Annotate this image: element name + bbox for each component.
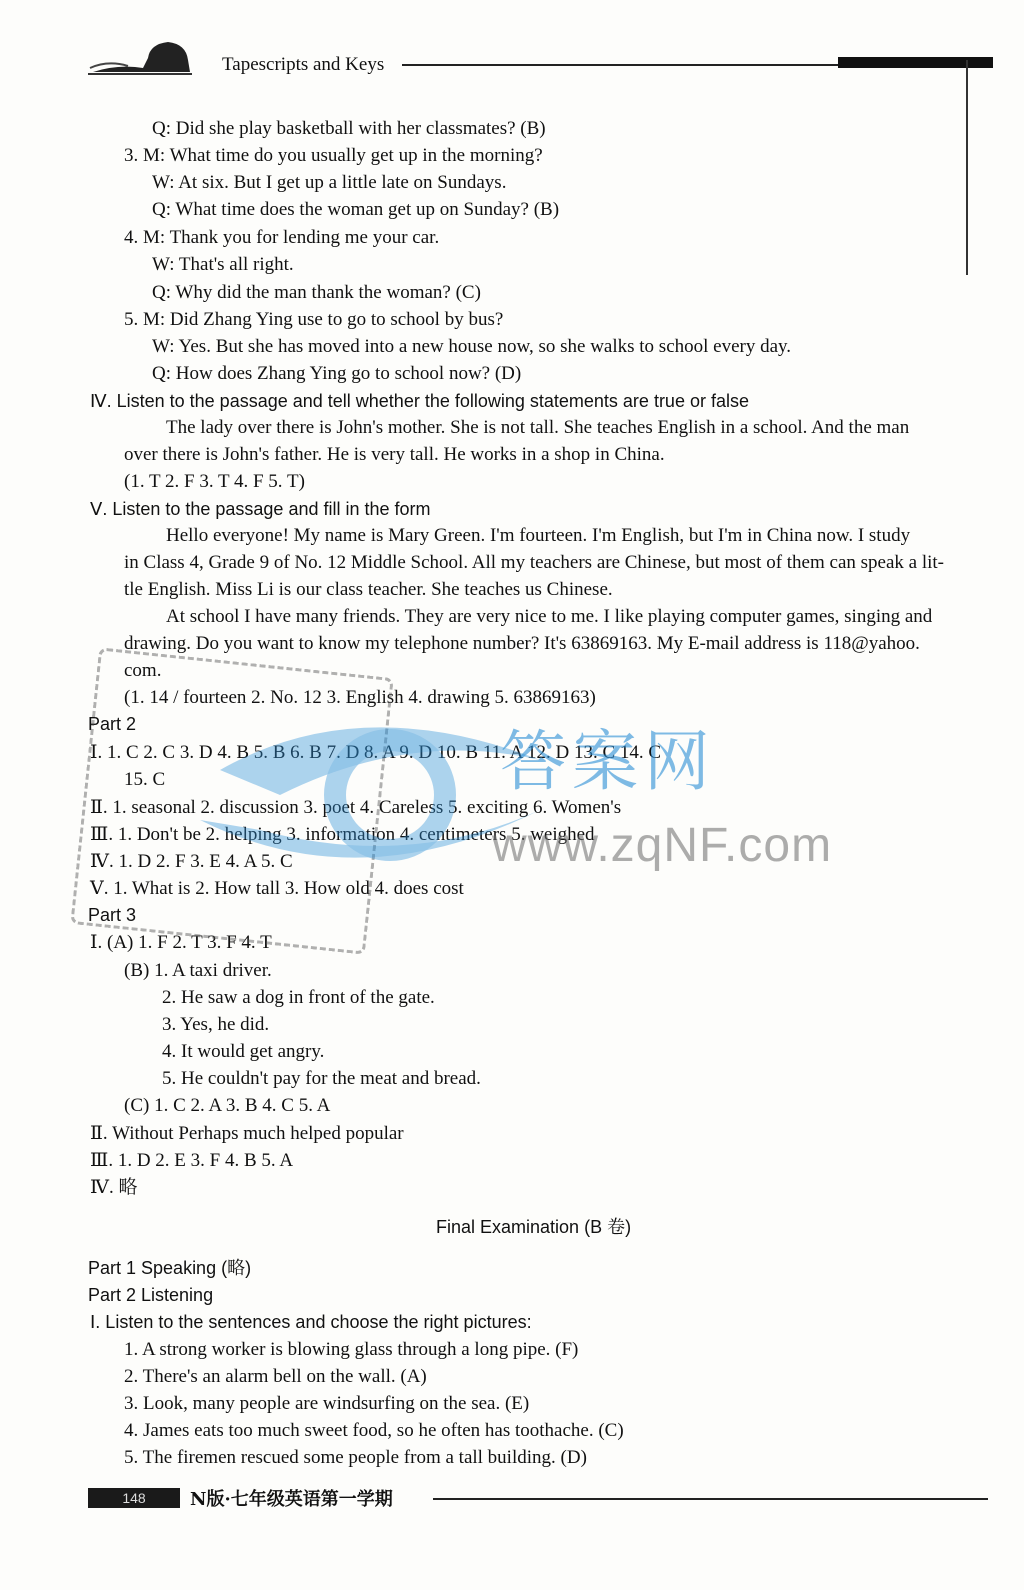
text-line: Hello everyone! My name is Mary Green. I'm fourteen. I'm English, but I'm in China now. I study (166, 525, 911, 546)
text-line: Part 2 Listening (88, 1285, 214, 1305)
text-line: (1. 14 / fourteen 2. No. 12 3. English 4. drawing 5. 63869163) (124, 687, 596, 708)
text-line: 2. There's an alarm bell on the wall. (A) (124, 1366, 427, 1387)
text-line: 5. He couldn't pay for the meat and bread. (162, 1068, 481, 1089)
text-line: Q: How does Zhang Ying go to school now? (D) (152, 363, 522, 384)
text-line: com. (124, 660, 162, 681)
text-line: 5. The firemen rescued some people from a tall building. (D) (124, 1447, 587, 1468)
text-line: W: That's all right. (152, 254, 294, 275)
text-line: Ⅰ. (A) 1. F 2. T 3. F 4. T (90, 932, 272, 953)
text-line: over there is John's father. He is very tall. He works in a shop in China. (124, 444, 665, 465)
text-line: Ⅰ. 1. C 2. C 3. D 4. B 5. B 6. B 7. D 8. A 9. D 10. B 11. A 12. D 13. C 14. C (90, 742, 662, 763)
text-line: Part 2 (88, 714, 137, 734)
text-line: Ⅱ. Without Perhaps much helped popular (90, 1123, 404, 1144)
header-title: Tapescripts and Keys (222, 54, 385, 75)
text-line: (C) 1. C 2. A 3. B 4. C 5. A (124, 1095, 331, 1116)
text-line: Ⅳ. 略 (90, 1177, 138, 1198)
text-line: Ⅳ. 1. D 2. F 3. E 4. A 5. C (90, 851, 293, 872)
text-line: (1. T 2. F 3. T 4. F 5. T) (124, 471, 305, 492)
text-line: in Class 4, Grade 9 of No. 12 Middle School. All my teachers are Chinese, but most of them can speak a lit- (124, 552, 944, 573)
watermark-url: www.zqNF.com (492, 819, 833, 872)
text-line: Ⅰ. Listen to the sentences and choose the right pictures: (90, 1312, 532, 1332)
text-line: Part 1 Speaking (略) (88, 1258, 252, 1278)
text-line: Q: Why did the man thank the woman? (C) (152, 282, 481, 303)
stamp-mark (70, 647, 393, 954)
text-line: 5. M: Did Zhang Ying use to go to school by bus? (124, 309, 504, 330)
text-line: The lady over there is John's mother. She is not tall. She teaches English in a school. And the man (166, 417, 910, 438)
footer-rule (433, 1498, 988, 1500)
text-line: Ⅳ. Listen to the passage and tell whether the following statements are true or false (90, 391, 749, 411)
text-line: 2. He saw a dog in front of the gate. (162, 987, 435, 1008)
text-line: 1. A strong worker is blowing glass through a long pipe. (F) (124, 1339, 579, 1360)
watermark-cn: 答案网 (500, 723, 716, 800)
text-line: 3. Look, many people are windsurfing on the sea. (E) (124, 1393, 530, 1414)
text-line: Part 3 (88, 905, 137, 925)
text-line: Q: What time does the woman get up on Sunday? (B) (152, 199, 560, 220)
text-line: 3. M: What time do you usually get up in the morning? (124, 145, 543, 166)
text-line: 4. James eats too much sweet food, so he often has toothache. (C) (124, 1420, 624, 1441)
text-line: 4. M: Thank you for lending me your car. (124, 227, 440, 248)
text-line: 3. Yes, he did. (162, 1014, 270, 1035)
text-line: tle English. Miss Li is our class teacher. She teaches us Chinese. (124, 579, 613, 600)
footer-book-title: N版·七年级英语第一学期 (190, 1489, 393, 1510)
text-line: At school I have many friends. They are very nice to me. I like playing computer games, singing and (166, 606, 933, 627)
text-line: (B) 1. A taxi driver. (124, 960, 272, 981)
text-line: drawing. Do you want to know my telephone number? It's 63869163. My E-mail address is 118@yahoo. (124, 633, 920, 654)
text-line: W: Yes. But she has moved into a new house now, so she walks to school every day. (152, 336, 792, 357)
text-line: 15. C (124, 769, 166, 790)
text-line: Ⅲ. 1. D 2. E 3. F 4. B 5. A (90, 1150, 294, 1171)
text-line: Ⅲ. 1. Don't be 2. helping 3. information 4. centimeters 5. weighed (90, 824, 595, 845)
text-line: 4. It would get angry. (162, 1041, 325, 1062)
text-line: Q: Did she play basketball with her classmates? (B) (152, 118, 546, 139)
header-rule (402, 64, 842, 66)
text-line: W: At six. But I get up a little late on Sundays. (152, 172, 507, 193)
text-line: Ⅱ. 1. seasonal 2. discussion 3. poet 4. Careless 5. exciting 6. Women's (90, 797, 622, 818)
header-bar (838, 57, 993, 68)
header-logo (88, 38, 193, 78)
text-line: Final Examination (B 卷) (436, 1217, 632, 1237)
text-line: Ⅴ. Listen to the passage and fill in the form (90, 499, 431, 519)
page-number: 148 (88, 1488, 180, 1508)
header-vertical-rule (966, 60, 968, 275)
text-line: Ⅴ. 1. What is 2. How tall 3. How old 4. does cost (90, 878, 464, 899)
